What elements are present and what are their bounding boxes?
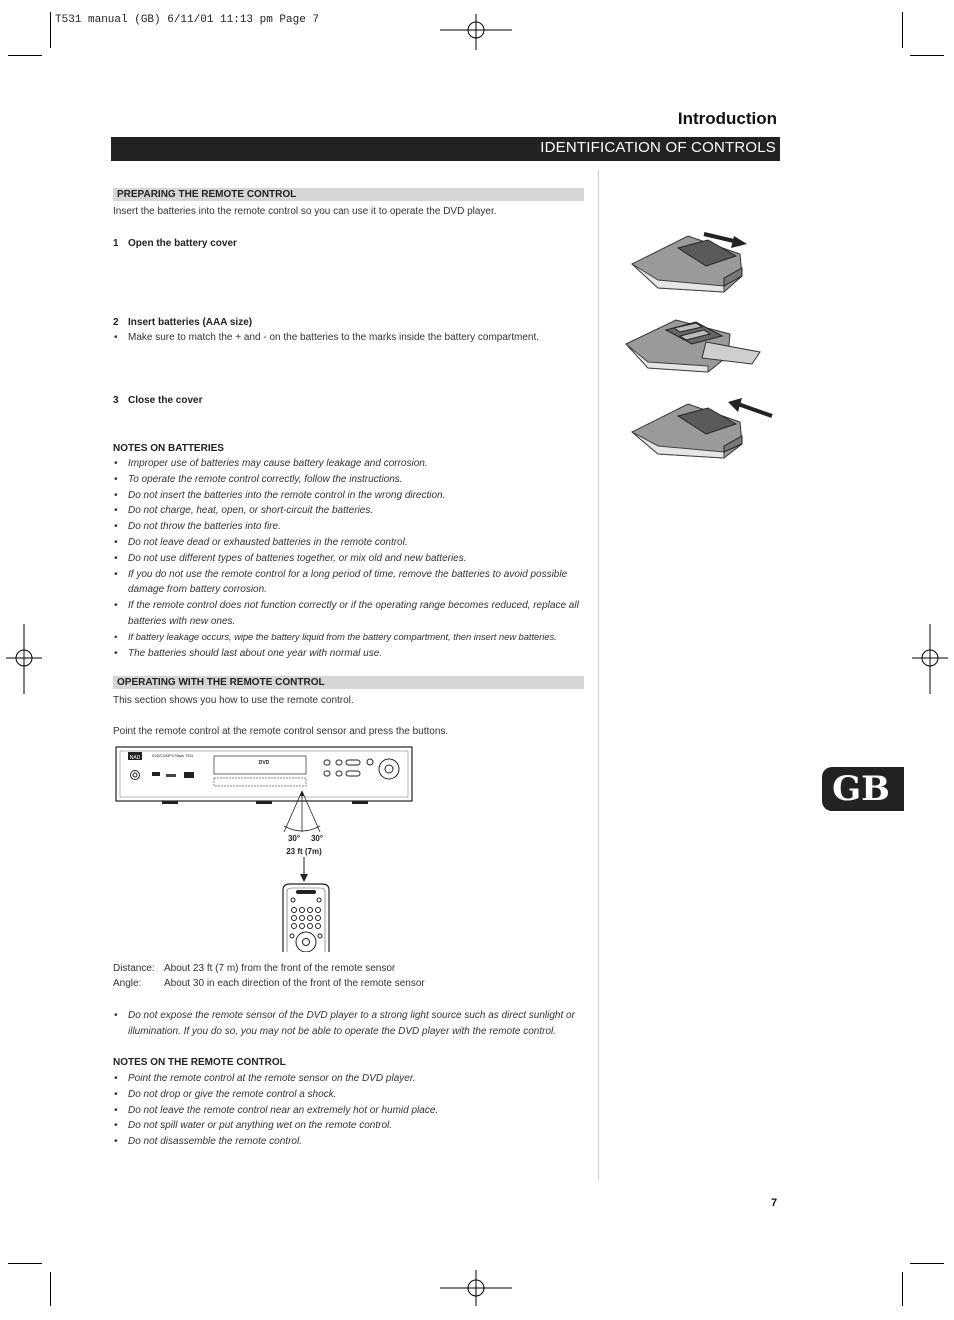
insert-batteries-illustration [622, 312, 764, 378]
remote-control-drawing [283, 884, 329, 952]
operating-heading-bar [113, 676, 584, 689]
list-item: • Do not use different types of batteries together, or mix old and new batteries. [113, 551, 585, 567]
registration-mark-right [912, 624, 948, 694]
step-2-title: Insert batteries (AAA size) [128, 317, 253, 328]
list-item: • Do not leave dead or exhausted batteries in the remote control. [113, 535, 585, 551]
language-tab [822, 767, 904, 811]
operating-heading: OPERATING WITH THE REMOTE CONTROL [117, 677, 325, 688]
list-item: • If the remote control does not function correctly or if the operating range becomes reduced, replace all batteries with new ones. [113, 598, 585, 630]
close-cover-illustration [628, 396, 776, 462]
step-2-bullet: • Make sure to match the + and - on the batteries to the marks inside the battery compartment. [113, 330, 583, 346]
angle-value: About 30 in each direction of the front of the remote sensor [164, 978, 425, 989]
svg-text:DVD/CD/MP3 Player T531: DVD/CD/MP3 Player T531 [152, 754, 194, 758]
list-item: • If battery leakage occurs, wipe the battery liquid from the battery compartment, then insert new batteries. [113, 630, 585, 646]
angle-label: Angle: [113, 978, 142, 989]
svg-text:DVD: DVD [258, 760, 270, 766]
list-item: • Do not spill water or put anything wet on the remote control. [113, 1118, 585, 1134]
list-item: • Do not charge, heat, open, or short-circuit the batteries. [113, 503, 585, 519]
notes-remote-heading: NOTES ON THE REMOTE CONTROL [113, 1057, 286, 1068]
list-item: • Do not throw the batteries into fire. [113, 519, 585, 535]
list-item: • Do not disassemble the remote control. [113, 1134, 585, 1150]
step-2-bullets [113, 330, 583, 346]
list-item: • To operate the remote control correctly, follow the instructions. [113, 472, 585, 488]
open-cover-illustration [628, 228, 752, 298]
print-slug: T531 manual (GB) 6/11/01 11:13 pm Page 7 [55, 14, 320, 26]
registration-mark-bottom [440, 1270, 512, 1306]
list-item: • Do not drop or give the remote control a shock. [113, 1087, 585, 1103]
operating-intro: This section shows you how to use the remote control. [113, 695, 354, 706]
language-tab-label: GB [832, 769, 890, 809]
step-1-title: Open the battery cover [128, 238, 237, 249]
preparing-heading: PREPARING THE REMOTE CONTROL [117, 189, 297, 200]
distance-label: Distance: [113, 963, 155, 974]
step-3-number: 3 [113, 395, 119, 406]
list-item: • Do not insert the batteries into the remote control in the wrong direction. [113, 488, 585, 504]
registration-mark-left [6, 624, 42, 694]
column-divider [598, 170, 599, 1180]
list-item: • If you do not use the remote control for a long period of time, remove the batteries to avoid possible damage from battery corrosion. [113, 567, 585, 599]
angle-left-label: 30° [287, 834, 301, 843]
list-item: • Point the remote control at the remote sensor on the DVD player. [113, 1071, 585, 1087]
step-1-number: 1 [113, 238, 119, 249]
page-title: Introduction [677, 109, 777, 128]
section-title: IDENTIFICATION OF CONTROLS [540, 139, 776, 156]
section-title-bar [111, 137, 780, 161]
warning-list [113, 1008, 585, 1040]
preparing-intro: Insert the batteries into the remote control so you can use it to operate the DVD player. [113, 206, 497, 217]
operating-point: Point the remote control at the remote control sensor and press the buttons. [113, 726, 449, 737]
svg-text:NAD: NAD [129, 755, 141, 761]
list-item: • The batteries should last about one year with normal use. [113, 646, 585, 662]
angle-right-label: 30° [310, 834, 324, 843]
registration-mark-top [440, 14, 512, 50]
remote-range-diagram [112, 744, 416, 952]
step-3-title: Close the cover [128, 395, 203, 406]
range-label: 23 ft (7m) [286, 847, 322, 856]
notes-batteries-list [113, 456, 585, 661]
page-number: 7 [771, 1197, 778, 1209]
warning-item: • Do not expose the remote sensor of the DVD player to a strong light source such as direct sunlight or illumination. If you do so, you may not be able to operate the DVD player with the remote control. [113, 1008, 585, 1040]
distance-value: About 23 ft (7 m) from the front of the remote sensor [164, 963, 396, 974]
step-2-number: 2 [113, 317, 119, 328]
notes-remote-list [113, 1071, 585, 1150]
list-item: • Do not leave the remote control near an extremely hot or humid place. [113, 1103, 585, 1119]
notes-batteries-heading: NOTES ON BATTERIES [113, 443, 224, 454]
dvd-player-front-panel [116, 747, 412, 804]
preparing-heading-bar [113, 188, 584, 201]
list-item: • Improper use of batteries may cause battery leakage and corrosion. [113, 456, 585, 472]
